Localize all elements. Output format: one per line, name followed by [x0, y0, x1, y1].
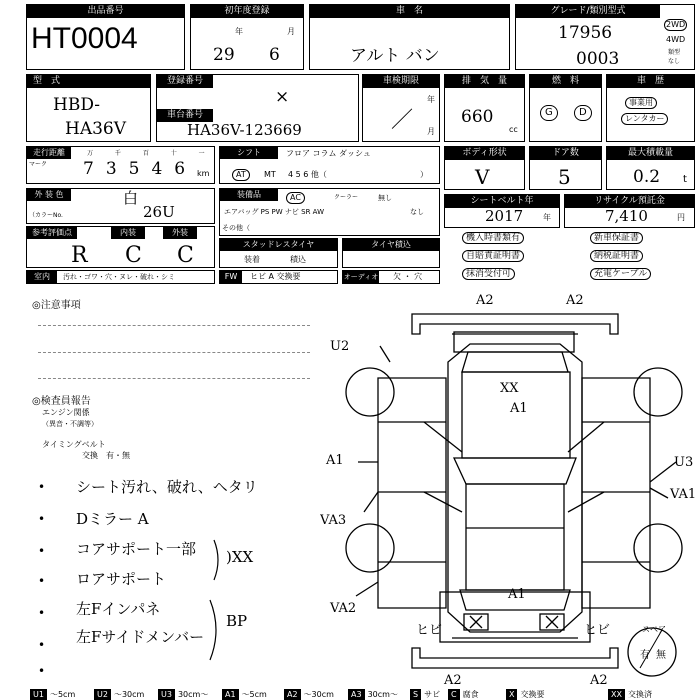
mileage-unit: km	[197, 169, 210, 178]
shift-at: AT	[232, 169, 250, 181]
fw-box	[219, 270, 338, 284]
shift-label: シフト	[220, 147, 278, 159]
body-shape-box	[444, 146, 525, 190]
spare-label: スペア	[642, 625, 666, 634]
legend-item	[448, 689, 482, 700]
legend-text: 〜5cm	[241, 690, 267, 699]
legend-text: 〜5cm	[49, 690, 76, 699]
grade-value-1: 17956	[558, 23, 613, 43]
mark-xx: XX	[500, 381, 519, 396]
report-line-3: コアサポート一部	[76, 540, 197, 558]
chassis-label: 車台番号	[157, 109, 213, 122]
mark-a2-bot-right: A2	[590, 673, 608, 688]
mileage-digits-label: 万 千 百 十 一	[87, 150, 215, 157]
legend-text: 交換要	[520, 690, 545, 699]
recycle-value: 7,410	[605, 207, 648, 225]
model-type-1: HBD-	[53, 95, 101, 115]
spare-yes: 有	[640, 650, 650, 661]
flag-warranty: 新車保証書	[590, 232, 643, 244]
recycle-unit: 円	[677, 213, 685, 222]
lot-number: HT0004	[31, 22, 138, 55]
equip-cooler: クーラー	[334, 194, 359, 201]
bullet-2: •	[38, 512, 46, 526]
seatbelt-label: シートベルト年	[445, 195, 559, 208]
belt-label: タイミングベルト	[42, 440, 106, 449]
shift-opts: フロア コラム ダッシュ	[286, 149, 371, 158]
color-label: 外 装 色	[27, 189, 71, 201]
mark-a2-top-right: A2	[566, 293, 584, 308]
body-shape-value: V	[475, 165, 490, 189]
legend-code: S	[410, 689, 421, 700]
legend-code: U2	[94, 689, 111, 700]
exterior-label: 外装	[163, 227, 197, 239]
audio-label: オーディオ	[343, 273, 379, 281]
bullet-5: •	[38, 606, 46, 620]
grade-label: グレード/類別型式	[516, 5, 660, 18]
fuel-g: G	[540, 105, 558, 121]
drive-type: 類型	[668, 49, 681, 56]
legend-item	[222, 689, 270, 700]
legend-text: 〜30cm	[303, 690, 334, 699]
first-reg-box	[190, 4, 304, 70]
mark-a2-bot-left: A2	[444, 673, 462, 688]
legend-code: C	[448, 689, 460, 700]
spare-no: 無	[656, 650, 666, 661]
first-reg-label: 初年度登録	[191, 5, 303, 18]
bullet-3: •	[38, 544, 46, 558]
legend-item	[410, 689, 443, 700]
inspection-label: 車検期限	[363, 75, 439, 88]
engine-label: エンジン関係	[42, 408, 90, 417]
model-name-value: アルト バン	[350, 46, 440, 66]
flag-delete: 抹消受付可	[462, 268, 515, 280]
mileage-label: 走行距離	[27, 147, 71, 159]
tire-load-box	[342, 238, 440, 268]
first-reg-year: 29	[213, 45, 235, 65]
legend-item	[30, 689, 78, 700]
legend-item	[158, 689, 211, 700]
lot-label: 出品番号	[27, 5, 184, 18]
fuel-d: D	[574, 105, 592, 121]
recycle-label: リサイクル預託金	[565, 195, 694, 208]
legend-code: U1	[30, 689, 47, 700]
legend-code: A3	[348, 689, 365, 700]
history-box	[606, 74, 695, 142]
legend-code: U3	[158, 689, 175, 700]
seatbelt-value: 2017	[485, 207, 524, 225]
engine-sub: （異音・不調等）	[42, 420, 98, 428]
note-line	[38, 378, 310, 379]
equip-ac: AC	[286, 192, 305, 204]
history-rental: レンタカー	[621, 113, 668, 125]
eval-value: R	[71, 243, 88, 268]
eval-box	[26, 226, 215, 268]
legend-text: 30cm〜	[177, 690, 209, 699]
year-label: 年	[235, 27, 243, 36]
bullet-4: •	[38, 574, 46, 588]
report-mark-xx: )XX	[226, 548, 254, 566]
report-line-4: ロアサポート	[76, 570, 167, 588]
history-business: 事業用	[625, 97, 657, 109]
flag-tax: 納税証明書	[590, 250, 643, 262]
legend-item	[284, 689, 337, 700]
mark-hibi-left: ヒビ	[416, 623, 443, 638]
displacement-box	[444, 74, 525, 142]
mark-va2: VA2	[330, 601, 357, 616]
shift-speed-close: ）	[420, 170, 428, 179]
eval-label: 参考評価点	[27, 227, 77, 239]
capacity-value: 0.2	[633, 167, 661, 187]
legend-text: サビ	[424, 690, 441, 699]
equip-none: 無し	[378, 194, 392, 202]
insp-month-label: 月	[427, 127, 435, 136]
legend-item	[348, 689, 401, 700]
note-line	[38, 352, 310, 353]
stud-label: スタッドレスタイヤ	[220, 239, 337, 251]
fw-opts: ヒビ A 交換要	[250, 272, 301, 281]
equipment-box	[219, 188, 440, 236]
shift-box	[219, 146, 440, 184]
mark-a1-rear: A1	[508, 587, 526, 602]
doors-value: 5	[558, 165, 571, 189]
drive-4wd: 4WD	[666, 35, 686, 44]
displacement-label: 排 気 量	[445, 75, 524, 88]
stud-box	[219, 238, 338, 268]
audio-opts: 欠 ・ 穴	[393, 272, 423, 281]
mileage-value: 73546	[83, 159, 198, 179]
legend-code: XX	[608, 689, 625, 700]
tire-load-label: タイヤ積込	[343, 239, 439, 251]
displacement-unit: cc	[509, 125, 518, 134]
mark-u3: U3	[674, 455, 694, 470]
mark-a2-top-left: A2	[476, 293, 494, 308]
mark-u2: U2	[330, 339, 350, 354]
exterior-value: C	[177, 243, 194, 268]
legend-text: 30cm〜	[367, 690, 398, 699]
mark-a1-hood: A1	[510, 401, 528, 416]
bullet-6: •	[38, 638, 46, 652]
note-line	[38, 325, 310, 326]
interior-row-label: 室内	[27, 271, 57, 283]
legend-item	[506, 689, 547, 700]
drive-none: なし	[668, 58, 681, 65]
capacity-label: 最大積載量	[607, 147, 694, 160]
legend-text: 腐食	[462, 690, 479, 699]
color-code: 26U	[143, 203, 175, 221]
interior-label: 内装	[111, 227, 145, 239]
report-line-2: Dミラー A	[76, 510, 149, 528]
chassis-value: HA36V-123669	[187, 121, 302, 139]
interior-row-box	[26, 270, 215, 284]
report-mark-bp: BP	[226, 612, 248, 630]
legend-item	[608, 689, 655, 700]
reg-value: ×	[275, 87, 290, 107]
color-value: 白	[123, 189, 139, 207]
equip-row2: エアバッグ PS PW ナビ SR AW	[224, 208, 325, 216]
shift-mt: MT	[264, 170, 276, 179]
grade-value-2: 0003	[576, 49, 620, 69]
fw-label: FW	[220, 271, 242, 283]
reg-box	[156, 74, 359, 142]
shift-speeds: 4 5 6 他（	[288, 170, 327, 179]
flag-cable: 充電ケーブル	[590, 268, 651, 280]
mileage-mark-label: マーク	[29, 161, 48, 168]
bullet-1: •	[38, 480, 46, 494]
legend-text: 〜30cm	[113, 690, 145, 699]
notes-title: ◎注意事項	[32, 300, 81, 311]
legend-code: A1	[222, 689, 239, 700]
body-shape-label: ボディ形状	[445, 147, 524, 160]
model-type-box	[26, 74, 151, 142]
bracket-marks	[200, 530, 230, 670]
belt-value: 交換 有・無	[82, 451, 130, 460]
legend-code: A2	[284, 689, 301, 700]
car-diagram	[320, 292, 700, 688]
legend-code: X	[506, 689, 517, 700]
interior-value: C	[125, 243, 142, 268]
seatbelt-unit: 年	[543, 213, 551, 222]
grade-box	[515, 4, 695, 70]
model-type-label: 型 式	[27, 75, 150, 88]
inspector-title: ◎検査員報告	[32, 396, 91, 407]
mark-va3: VA3	[320, 513, 347, 528]
model-name-box	[309, 4, 510, 70]
report-line-1: シート汚れ、破れ、ヘタリ	[76, 478, 258, 496]
capacity-unit: t	[683, 174, 687, 185]
month-label: 月	[287, 27, 295, 36]
mark-a1-left: A1	[326, 453, 344, 468]
doors-label: ドア数	[530, 147, 601, 160]
bullet-7: •	[38, 664, 46, 678]
stud-opt2: 積込	[290, 255, 306, 264]
history-label: 車 歴	[607, 75, 694, 88]
inspection-box	[362, 74, 440, 142]
fuel-label: 燃 料	[530, 75, 601, 88]
model-type-2: HA36V	[65, 119, 127, 139]
stud-opt1: 装着	[244, 255, 260, 264]
fuel-box	[529, 74, 602, 142]
color-sub-label: （カラーNo.	[29, 212, 63, 219]
equip-other: その他（	[222, 224, 250, 232]
first-reg-month: 6	[269, 45, 280, 65]
color-box	[26, 188, 215, 224]
insp-year-label: 年	[427, 95, 435, 104]
mileage-box	[26, 146, 215, 184]
equip-plate-none: なし	[410, 208, 424, 216]
model-name-label: 車 名	[310, 5, 509, 18]
seatbelt-box	[444, 194, 560, 228]
lot-box	[26, 4, 185, 70]
flag-jibaiseki: 自賠責証明書	[462, 250, 524, 262]
audio-box	[342, 270, 440, 284]
doors-box	[529, 146, 602, 190]
report-line-6: 左Fサイドメンバー	[76, 628, 205, 646]
recycle-box	[564, 194, 695, 228]
legend-text: 交換済	[627, 690, 652, 699]
reg-label: 登録番号	[157, 75, 213, 88]
interior-row-opts: 汚れ・ゴワ・穴・ヌレ・破れ・シミ	[63, 273, 175, 281]
report-line-5: 左Fインパネ	[76, 600, 161, 618]
drive-2wd: 2WD	[666, 20, 686, 29]
flag-docs: 機入時書類有	[462, 232, 524, 244]
displacement-value: 660	[461, 107, 494, 127]
legend-item	[94, 689, 147, 700]
equipment-label: 装備品	[220, 189, 278, 201]
mark-va1: VA1	[670, 487, 697, 502]
mark-hibi-right: ヒビ	[584, 623, 611, 638]
inspection-mark: ／	[391, 108, 414, 133]
capacity-box	[606, 146, 695, 190]
